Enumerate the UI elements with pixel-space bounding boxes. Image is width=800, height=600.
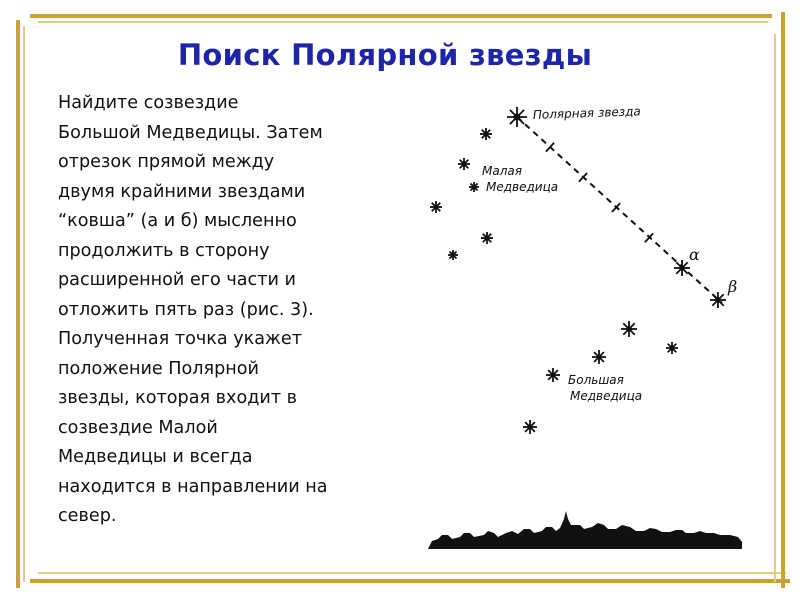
alpha-label: α	[689, 245, 700, 264]
body-text-line: Найдите созвездие	[58, 93, 239, 113]
frame-top-bar-inner	[38, 21, 768, 23]
frame-bottom-bar-inner	[38, 572, 786, 574]
big-dipper-star	[621, 321, 637, 337]
little-dipper-star	[458, 158, 470, 170]
horizon-silhouette	[428, 511, 742, 549]
big-dipper-label-line1: Большая	[568, 373, 624, 387]
body-text-line: Полученная точка укажет	[58, 329, 302, 349]
body-text-line: находится в направлении на	[58, 476, 328, 497]
frame-left-bar-inner	[23, 26, 25, 582]
segment-tick	[645, 233, 653, 242]
little-dipper-star	[448, 250, 458, 260]
little-dipper-star	[480, 128, 492, 140]
body-text-line: двумя крайними звездами	[58, 181, 306, 202]
frame-right-bar-inner	[774, 34, 776, 582]
body-text-line: созвездие Малой	[58, 417, 218, 438]
body-text-line: отложить пять раз (рис. 3).	[58, 299, 314, 320]
body-text-line: север.	[58, 506, 117, 526]
big-dipper-star	[546, 368, 560, 382]
frame-bottom-bar	[30, 579, 790, 583]
little-dipper-star	[469, 182, 479, 192]
beta-star	[710, 292, 726, 308]
body-text-line: отрезок прямой между	[58, 152, 275, 172]
little-dipper-star	[430, 201, 442, 213]
body-text-line: звезды, которая входит в	[58, 388, 298, 408]
slide-body-text	[58, 89, 393, 532]
big-dipper-label-line2: Медведица	[570, 389, 643, 403]
slide-title: Поиск Полярной звезды	[177, 38, 593, 72]
little-dipper-star	[481, 232, 493, 244]
body-text-line: положение Полярной	[58, 358, 259, 379]
little-dipper-label-line1: Малая	[482, 164, 522, 178]
frame-right-bar	[781, 12, 785, 588]
big-dipper-star	[592, 350, 606, 364]
body-text-line: “ковша” (а и б) мысленно	[58, 211, 297, 231]
alpha-star	[674, 260, 690, 276]
big-dipper-star	[666, 342, 678, 354]
segment-tick	[612, 203, 620, 212]
star-chart-diagram	[400, 92, 760, 562]
guide-dashed-line	[517, 117, 722, 303]
body-text-line: продолжить в сторону	[58, 240, 270, 261]
body-text-line: расширенной его части и	[58, 270, 296, 290]
frame-top-bar	[30, 14, 772, 18]
little-dipper-label-line2: Медведица	[486, 180, 559, 194]
polaris-star	[507, 107, 527, 127]
polaris-label: Полярная звезда	[532, 104, 642, 122]
body-text-line: Медведицы и всегда	[58, 447, 253, 467]
body-text-line: Большой Медведицы. Затем	[58, 122, 323, 143]
beta-label: β	[728, 277, 738, 296]
big-dipper-star	[523, 420, 537, 434]
frame-left-bar	[16, 20, 20, 588]
